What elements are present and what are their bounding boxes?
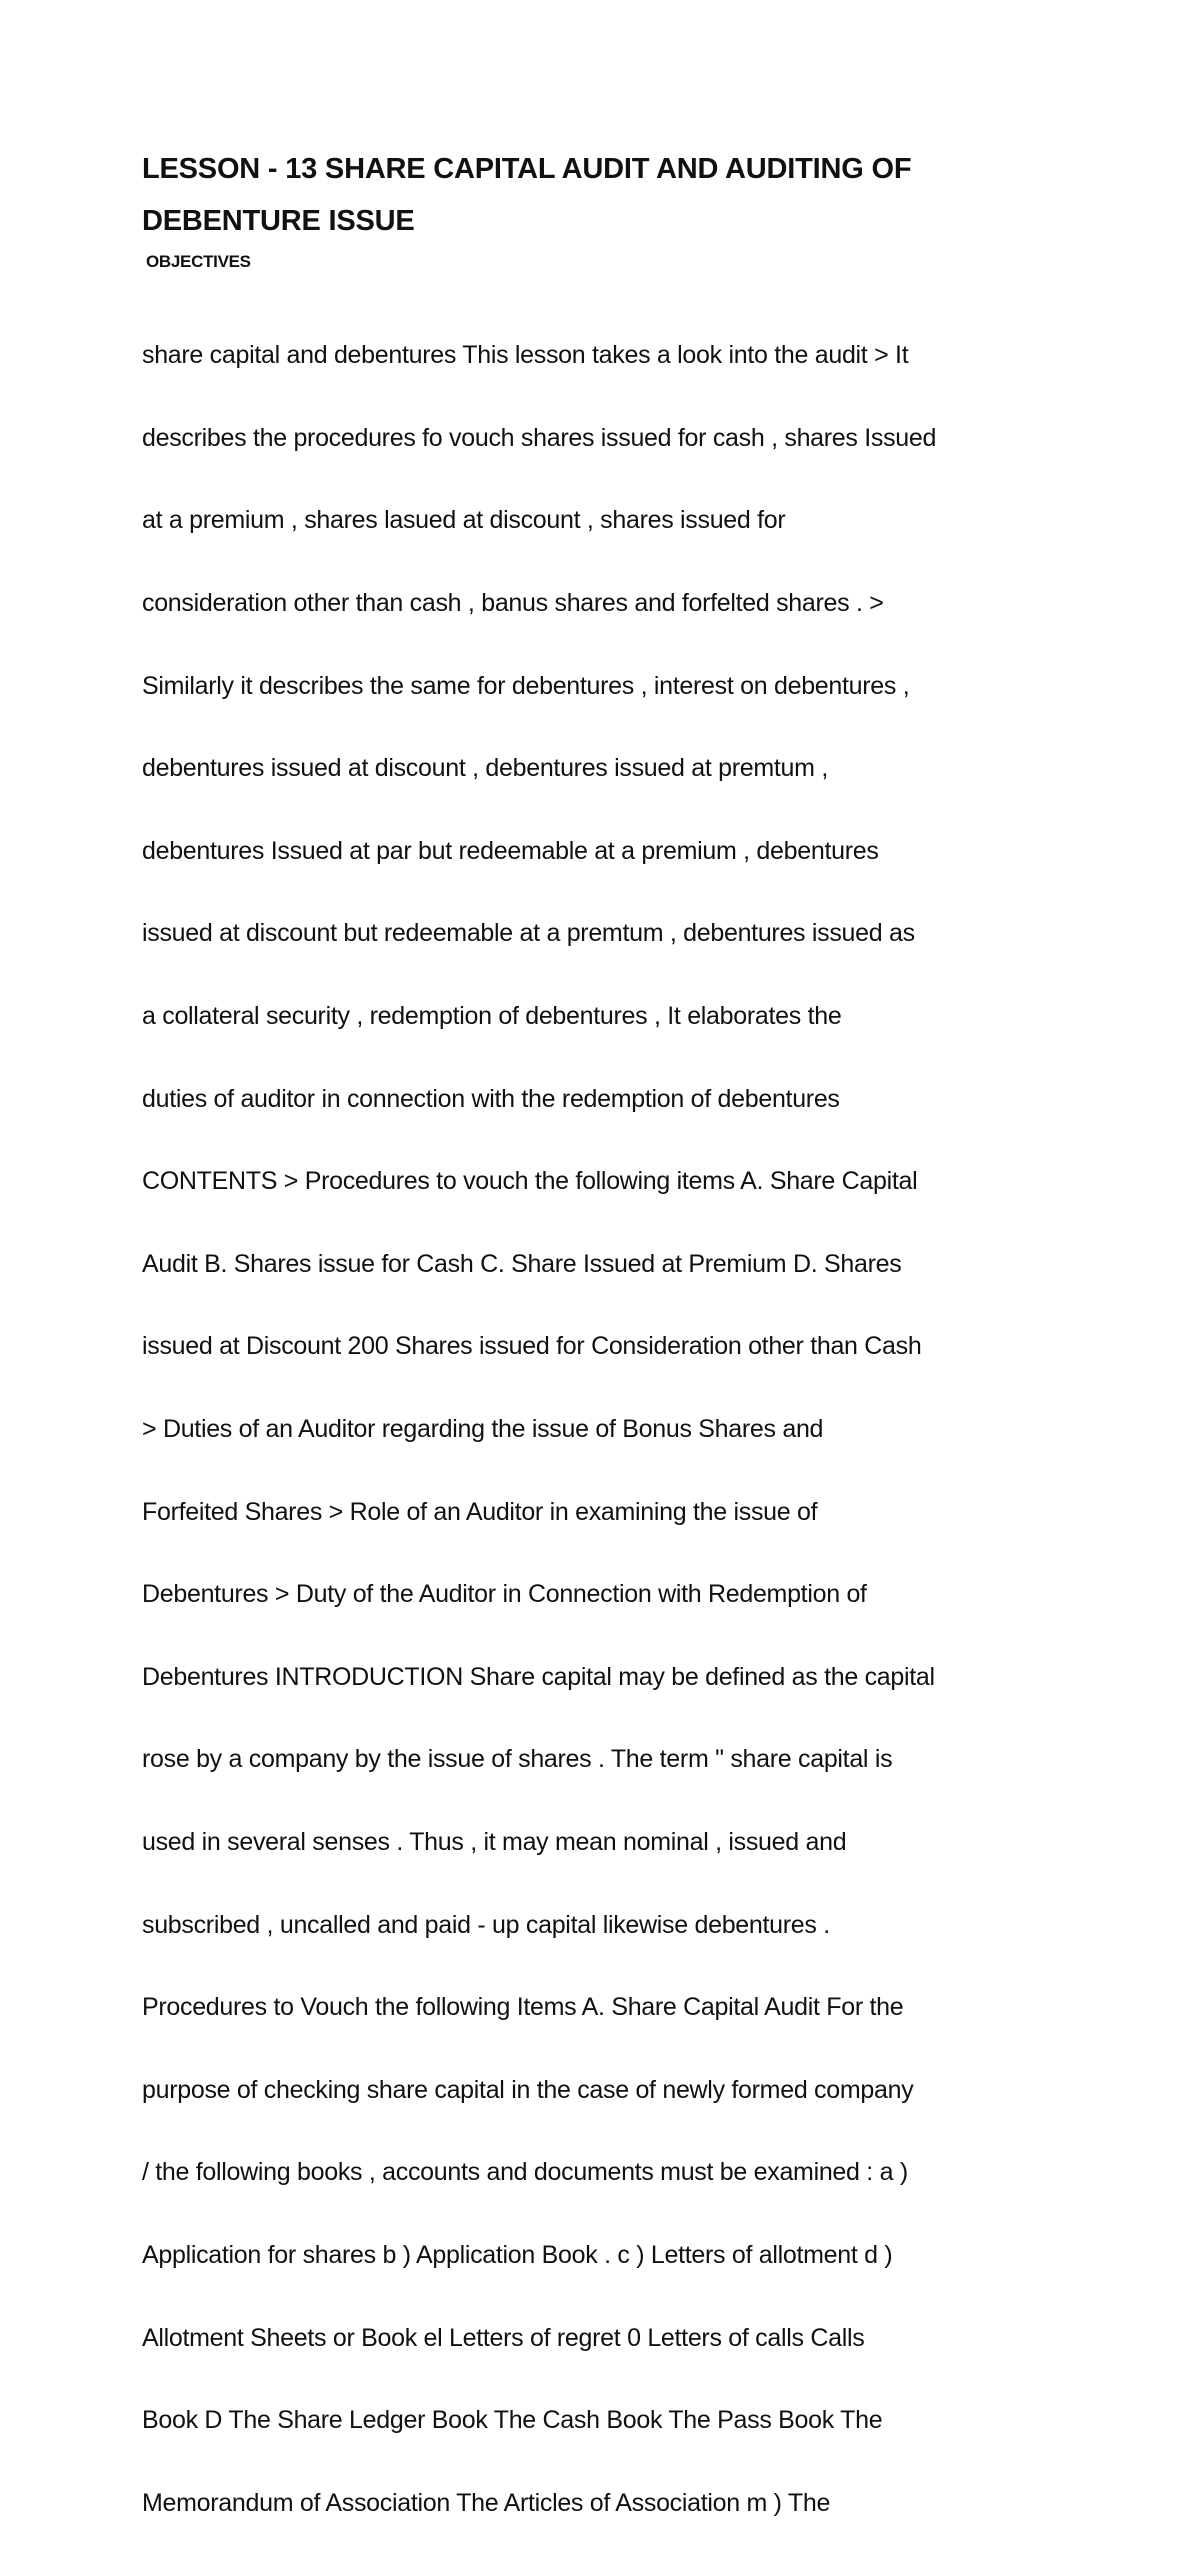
body-line: Book D The Share Ledger Book The Cash Book The Pass Book The [142, 2406, 883, 2435]
body-line: rose by a company by the issue of shares . The term " share capital is [142, 1745, 893, 1774]
body-line: Similarly it describes the same for debentures , interest on debentures , [142, 671, 910, 700]
body-line: CONTENTS > Procedures to vouch the following items A. Share Capital [142, 1167, 918, 1196]
body-line: subscribed , uncalled and paid - up capital likewise debentures . [142, 1910, 830, 1939]
body-line: purpose of checking share capital in the case of newly formed company [142, 2075, 914, 2104]
body-line: describes the procedures fo vouch shares issued for cash , shares Issued [142, 423, 937, 452]
body-line: a collateral security , redemption of debentures , It elaborates the [142, 1002, 842, 1031]
body-line: Forfeited Shares > Role of an Auditor in examining the issue of [142, 1497, 818, 1526]
body-line: Memorandum of Association The Articles of Association m ) The [142, 2488, 831, 2517]
body-line: Allotment Sheets or Book el Letters of regret 0 Letters of calls Calls [142, 2323, 865, 2352]
body-line: debentures Issued at par but redeemable at a premium , debentures [142, 836, 879, 865]
body-line: duties of auditor in connection with the redemption of debentures [142, 1084, 840, 1113]
body-line: consideration other than cash , banus shares and forfelted shares . > [142, 589, 884, 618]
body-line: Debentures > Duty of the Auditor in Connection with Redemption of [142, 1580, 867, 1609]
body-text [142, 294, 1072, 2565]
body-line: issued at discount but redeemable at a premtum , debentures issued as [142, 919, 915, 948]
page-title: LESSON - 13 SHARE CAPITAL AUDIT AND AUDITING OF DEBENTURE ISSUE [142, 153, 912, 237]
body-line: / the following books , accounts and documents must be examined : a ) [142, 2158, 908, 2187]
body-line: issued at Discount 200 Shares issued for Consideration other than Cash [142, 1332, 922, 1361]
body-line: Application for shares b ) Application Book . c ) Letters of allotment d ) [142, 2240, 893, 2269]
body-line: Procedures to Vouch the following Items A. Share Capital Audit For the [142, 1993, 904, 2022]
section-heading-objectives: OBJECTIVES [146, 252, 251, 271]
body-line: > Duties of an Auditor regarding the issue of Bonus Shares and [142, 1415, 824, 1444]
body-line: at a premium , shares lasued at discount , shares issued for [142, 506, 786, 535]
body-line: used in several senses . Thus , it may mean nominal , issued and [142, 1827, 847, 1856]
body-line: Debentures INTRODUCTION Share capital may be defined as the capital [142, 1662, 935, 1691]
body-line: debentures issued at discount , debentures issued at premtum , [142, 754, 828, 783]
body-line: share capital and debentures This lesson takes a look into the audit > It [142, 341, 909, 370]
body-line: Audit B. Shares issue for Cash C. Share Issued at Premium D. Shares [142, 1249, 902, 1278]
